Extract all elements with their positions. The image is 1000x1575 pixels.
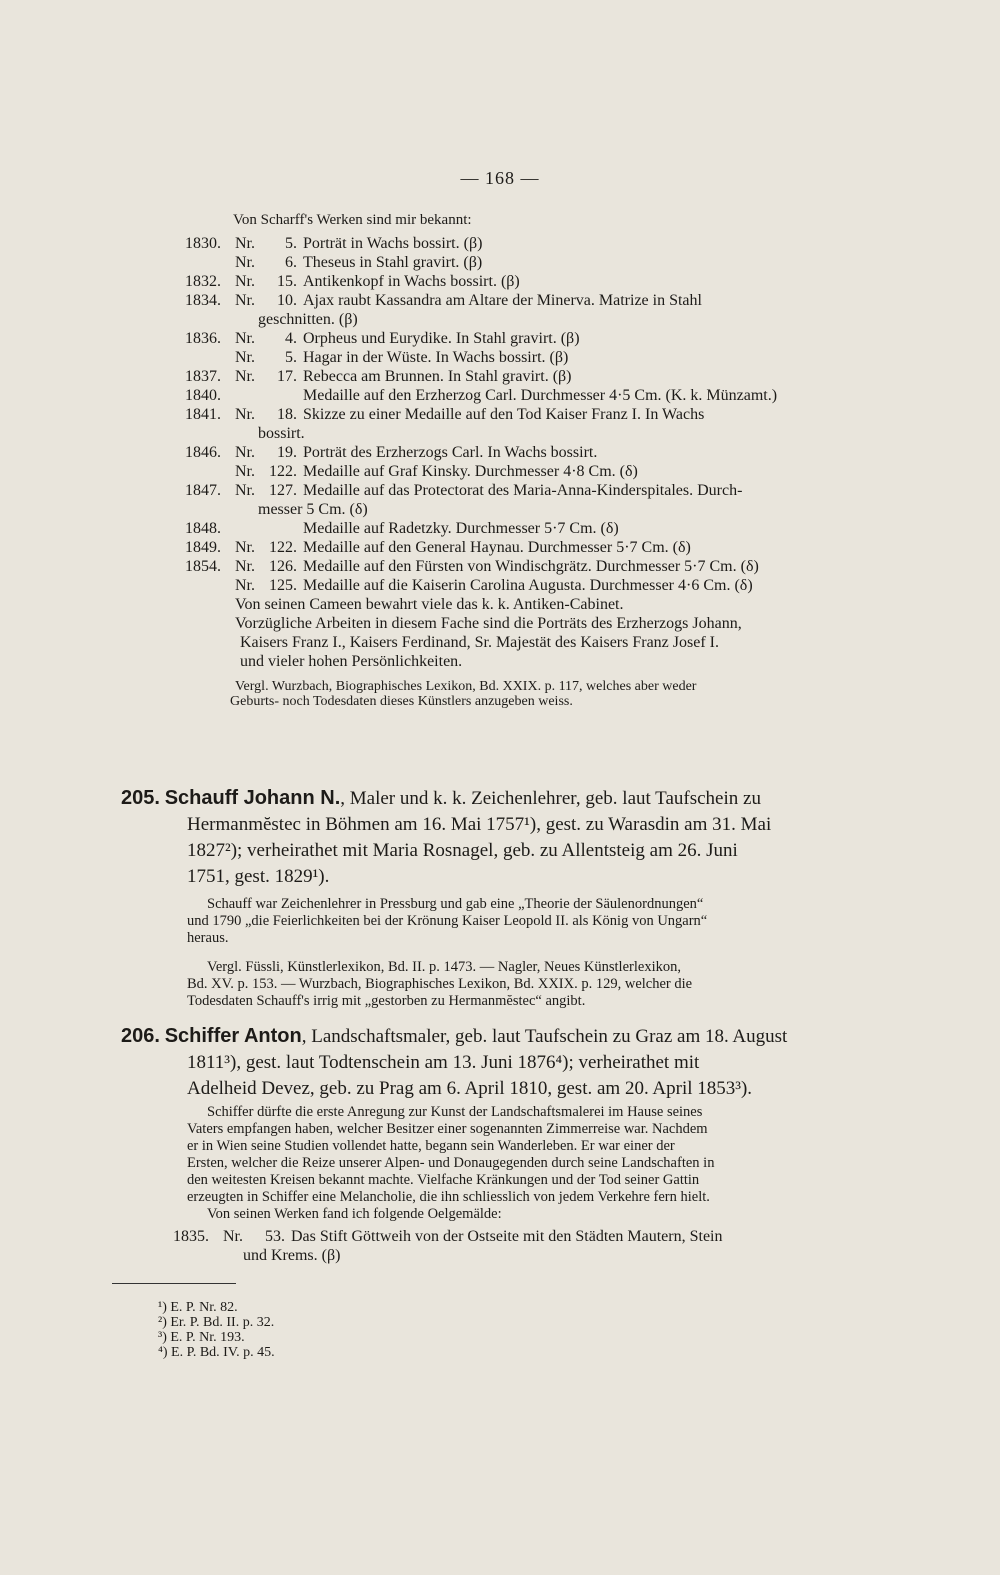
work-title: Das Stift Göttweih von der Ostseite mit den Städten Mautern, Stein	[291, 1228, 723, 1245]
work-entry	[185, 348, 893, 367]
page-number: — 168 —	[460, 168, 540, 188]
reference-line: Vergl. Wurzbach, Biographisches Lexikon, Bd. XXIX. p. 117, welches aber weder	[235, 679, 697, 694]
notable-works-line-1: Vorzügliche Arbeiten in diesem Fache sind die Porträts des Erzherzogs Johann,	[235, 615, 742, 632]
work-entry	[185, 462, 893, 481]
footnote: ¹) E. P. Nr. 82.	[158, 1300, 238, 1315]
note-line: den weitesten Kreisen bekannt machte. Vielfache Kränkungen und der Tod seiner Gattin	[187, 1172, 700, 1188]
bio-line: , Maler und k. k. Zeichenlehrer, geb. laut Taufschein zu	[340, 788, 761, 809]
note-line: Schauff war Zeichenlehrer in Pressburg und gab eine „Theorie der Säulenordnungen“	[207, 896, 704, 912]
note-line: Schiffer dürfte die erste Anregung zur Kunst der Landschaftsmalerei im Hause seines	[207, 1104, 703, 1120]
note-line: Ersten, welcher die Reize unserer Alpen- und Donaugegenden durch seine Landschaften in	[187, 1155, 715, 1171]
work-number: 53.	[265, 1228, 285, 1245]
bio-line: , Landschaftsmaler, geb. laut Taufschein zu Graz am 18. August	[301, 1026, 788, 1047]
work-entry	[185, 386, 893, 405]
works-intro: Von Scharff's Werken sind mir bekannt:	[233, 212, 472, 228]
note-line: und 1790 „die Feierlichkeiten bei der Krönung Kaiser Leopold II. als König von Ungarn“	[187, 913, 708, 929]
artist-name: Schauff Johann N.	[164, 787, 341, 809]
entry-205	[121, 785, 881, 1010]
work-number: 5.	[285, 235, 297, 252]
work-label: Nr.	[235, 330, 255, 347]
work-label: Nr.	[235, 368, 255, 385]
work-number: 6.	[285, 254, 297, 271]
footnote: ³) E. P. Nr. 193.	[158, 1330, 245, 1345]
work-title: Hagar in der Wüste. In Wachs bossirt. (β)	[303, 349, 569, 366]
work-label	[235, 386, 265, 405]
reference-line: Todesdaten Schauff's irrig mit „gestorben zu Hermanmĕstec“ angibt.	[187, 993, 586, 1009]
work-number: 127.	[269, 482, 297, 499]
work-number: 10.	[277, 292, 297, 309]
work-entry	[185, 519, 893, 538]
work-year: 1848.	[185, 520, 221, 537]
work-title-cont: geschnitten. (β)	[258, 311, 358, 328]
work-number: 122.	[269, 539, 297, 556]
work-year: 1846.	[185, 444, 221, 461]
work-label: Nr.	[235, 349, 255, 366]
work-entry	[185, 253, 893, 272]
work-title: Rebecca am Brunnen. In Stahl gravirt. (β)	[303, 368, 572, 385]
work-number: 19.	[277, 444, 297, 461]
work-title-cont: messer 5 Cm. (δ)	[258, 501, 368, 518]
entry-206	[121, 1023, 881, 1265]
entry-number: 205.	[121, 787, 160, 809]
work-entry	[185, 329, 893, 348]
work-year: 1830.	[185, 235, 221, 252]
bio-line: 1751, gest. 1829¹).	[187, 866, 330, 887]
notable-works-line-2: Kaisers Franz I., Kaisers Ferdinand, Sr. Majestät des Kaisers Franz Josef I.	[240, 634, 719, 651]
work-number: 4.	[285, 330, 297, 347]
artist-name: Schiffer Anton	[164, 1025, 302, 1047]
work-year: 1847.	[185, 482, 221, 499]
work-label: Nr.	[235, 444, 255, 461]
work-title: Medaille auf das Protectorat des Maria-Anna-Kinderspitales. Durch-	[303, 482, 743, 499]
work-entry	[185, 272, 893, 291]
reference-line: Bd. XV. p. 153. — Wurzbach, Biographisches Lexikon, Bd. XXIX. p. 129, welcher die	[187, 976, 693, 992]
work-title: Orpheus und Eurydike. In Stahl gravirt. (β)	[303, 330, 580, 347]
note-line: erzeugten in Schiffer eine Melancholie, die ihn schliesslich von jedem Verkehre fern hielt.	[187, 1189, 710, 1205]
work-title: Medaille auf den Erzherzog Carl. Durchmesser 4·5 Cm. (K. k. Münzamt.)	[303, 387, 778, 404]
work-title-cont: und Krems. (β)	[243, 1247, 341, 1264]
cameen-note: Von seinen Cameen bewahrt viele das k. k. Antiken-Cabinet.	[235, 596, 624, 613]
work-label: Nr.	[235, 273, 255, 290]
work-entry	[185, 576, 893, 595]
note-line: Von seinen Werken fand ich folgende Oelgemälde:	[207, 1206, 502, 1222]
work-title: Skizze zu einer Medaille auf den Tod Kaiser Franz I. In Wachs	[303, 406, 705, 423]
work-number	[265, 386, 303, 405]
work-number: 17.	[277, 368, 297, 385]
note-line: heraus.	[187, 930, 229, 946]
work-year: 1835.	[173, 1228, 209, 1245]
work-label: Nr.	[235, 539, 255, 556]
work-year: 1849.	[185, 539, 221, 556]
work-label: Nr.	[235, 406, 255, 423]
work-year: 1836.	[185, 330, 221, 347]
work-entry	[185, 538, 893, 557]
work-entry	[185, 367, 893, 386]
note-line: Vaters empfangen haben, welcher Besitzer einer sogenannten Zimmerreise war. Nachdem	[187, 1121, 708, 1137]
work-title: Medaille auf die Kaiserin Carolina Augusta. Durchmesser 4·6 Cm. (δ)	[303, 577, 753, 594]
work-title: Medaille auf Graf Kinsky. Durchmesser 4·8 Cm. (δ)	[303, 463, 638, 480]
work-title: Antikenkopf in Wachs bossirt. (β)	[303, 273, 520, 290]
work-number: 126.	[269, 558, 297, 575]
work-entry	[121, 1227, 881, 1265]
work-label: Nr.	[235, 254, 255, 271]
footnotes	[158, 1300, 275, 1360]
works-list	[185, 234, 893, 709]
note-line: er in Wien seine Studien vollendet hatte, begann sein Wanderleben. Er war einer der	[187, 1138, 675, 1154]
work-entry	[185, 234, 893, 253]
footnote: ²) Er. P. Bd. II. p. 32.	[158, 1315, 275, 1330]
work-title: Medaille auf den General Haynau. Durchmesser 5·7 Cm. (δ)	[303, 539, 691, 556]
work-title: Porträt des Erzherzogs Carl. In Wachs bossirt.	[303, 444, 598, 461]
work-label: Nr.	[235, 577, 255, 594]
bio-line: Hermanmĕstec in Böhmen am 16. Mai 1757¹), gest. zu Warasdin am 31. Mai	[187, 814, 772, 835]
entry-number: 206.	[121, 1025, 160, 1047]
footnote-rule	[112, 1283, 236, 1284]
work-entry	[185, 443, 893, 462]
work-title: Medaille auf den Fürsten von Windischgrätz. Durchmesser 5·7 Cm. (δ)	[303, 558, 759, 575]
bio-line: 1827²); verheirathet mit Maria Rosnagel, geb. zu Allentsteig am 26. Juni	[187, 840, 738, 861]
bio-note	[121, 896, 881, 947]
work-entry	[185, 481, 893, 500]
work-year: 1832.	[185, 273, 221, 290]
work-number: 5.	[285, 349, 297, 366]
work-number: 18.	[277, 406, 297, 423]
bio-line: 1811³), gest. laut Todtenschein am 13. Juni 1876⁴); verheirathet mit	[187, 1052, 700, 1073]
work-title: Ajax raubt Kassandra am Altare der Minerva. Matrize in Stahl	[303, 292, 702, 309]
work-title: Medaille auf Radetzky. Durchmesser 5·7 Cm. (δ)	[303, 520, 619, 537]
work-label: Nr.	[235, 558, 255, 575]
work-entry	[185, 405, 893, 424]
work-year	[185, 253, 235, 272]
work-entry	[185, 291, 893, 310]
work-year: 1841.	[185, 406, 221, 423]
work-year	[185, 348, 235, 367]
footnote: ⁴) E. P. Bd. IV. p. 45.	[158, 1345, 275, 1360]
work-label: Nr.	[235, 292, 255, 309]
notable-works-line-3: und vieler hohen Persönlichkeiten.	[240, 653, 463, 670]
work-year	[185, 576, 235, 595]
work-title: Porträt in Wachs bossirt. (β)	[303, 235, 483, 252]
work-year	[185, 462, 235, 481]
reference-line: Geburts- noch Todesdaten dieses Künstlers anzugeben weiss.	[230, 694, 573, 709]
bio-references	[121, 959, 881, 1010]
work-number: 122.	[269, 463, 297, 480]
bio-line: Adelheid Devez, geb. zu Prag am 6. April 1810, gest. am 20. April 1853³).	[187, 1078, 753, 1099]
work-number	[265, 519, 303, 538]
work-label	[235, 519, 265, 538]
work-number: 15.	[277, 273, 297, 290]
reference-line: Vergl. Füssli, Künstlerlexikon, Bd. II. p. 1473. — Nagler, Neues Künstlerlexikon,	[207, 959, 681, 975]
work-entry	[185, 557, 893, 576]
work-title-cont: bossirt.	[258, 425, 305, 442]
work-number: 125.	[269, 577, 297, 594]
work-label: Nr.	[223, 1228, 243, 1245]
bio-note	[121, 1104, 881, 1223]
work-year: 1837.	[185, 368, 221, 385]
work-label: Nr.	[235, 463, 255, 480]
work-title: Theseus in Stahl gravirt. (β)	[303, 254, 483, 271]
work-year: 1854.	[185, 558, 221, 575]
work-label: Nr.	[235, 482, 255, 499]
work-year: 1840.	[185, 387, 221, 404]
work-label: Nr.	[235, 235, 255, 252]
work-year: 1834.	[185, 292, 221, 309]
